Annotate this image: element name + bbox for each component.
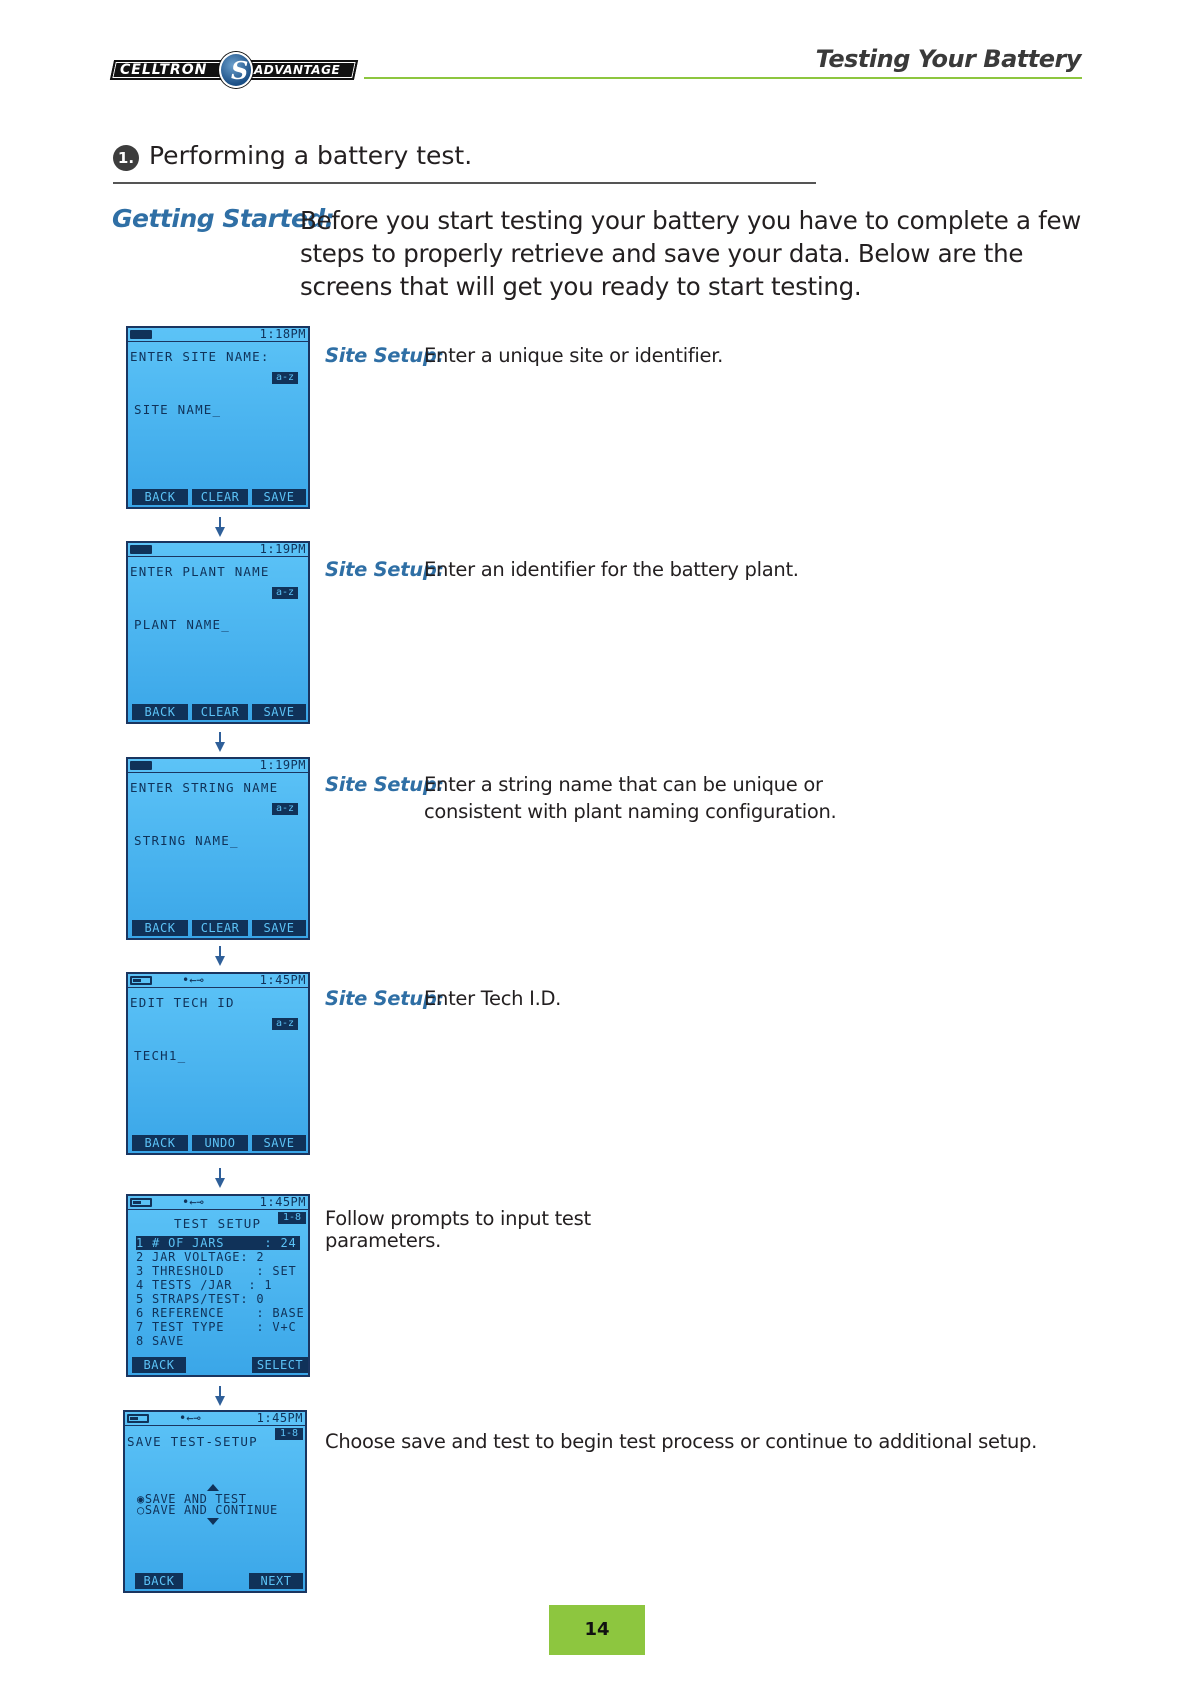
- input-mode-badge: 1-8: [278, 1212, 306, 1224]
- step-description: [325, 556, 799, 583]
- chapter-title: Testing Your Battery: [815, 45, 1081, 73]
- lcd-status-bar: [128, 759, 308, 773]
- lcd-time: 1:45PM: [259, 973, 306, 987]
- lcd-time: 1:45PM: [256, 1411, 303, 1425]
- lcd-screen-site-name: [126, 326, 310, 509]
- softkey-save[interactable]: SAVE: [252, 1135, 306, 1151]
- logo-mark-icon: S: [219, 52, 253, 88]
- step-label: Site Setup:: [325, 987, 444, 1010]
- section-title: Performing a battery test.: [149, 141, 473, 170]
- lcd-time: 1:18PM: [259, 327, 306, 341]
- battery-icon: [130, 1198, 152, 1207]
- step-text: Enter Tech I.D.: [424, 987, 562, 1010]
- lcd-status-bar: [125, 1412, 305, 1426]
- header-rule: [364, 77, 1082, 79]
- lcd-time: 1:45PM: [259, 1195, 306, 1209]
- scroll-down-icon[interactable]: [207, 1518, 219, 1525]
- section-number-badge: 1.: [113, 145, 139, 171]
- softkey-clear[interactable]: CLEAR: [192, 704, 248, 720]
- step-label: Site Setup:: [325, 773, 444, 796]
- lcd-title: SAVE TEST-SETUP: [127, 1434, 258, 1449]
- softkey-clear[interactable]: CLEAR: [192, 489, 248, 505]
- step-description: [325, 985, 562, 1012]
- softkey-save[interactable]: SAVE: [252, 920, 306, 936]
- softkey-back[interactable]: BACK: [132, 704, 188, 720]
- softkey-back[interactable]: BACK: [132, 920, 188, 936]
- menu-item-jar-voltage[interactable]: 2 JAR VOLTAGE: 2: [136, 1250, 265, 1264]
- softkey-back[interactable]: BACK: [135, 1573, 183, 1589]
- lcd-prompt: EDIT TECH ID: [130, 995, 235, 1010]
- lcd-entry: SITE NAME_: [134, 402, 222, 417]
- lcd-screen-tech-id: [126, 972, 310, 1155]
- softkey-back[interactable]: BACK: [132, 489, 188, 505]
- step-description: Follow prompts to input test parameters.: [325, 1207, 591, 1252]
- lcd-entry: PLANT NAME_: [134, 617, 230, 632]
- step-label: Site Setup:: [325, 558, 444, 581]
- brand-logo: [112, 52, 356, 88]
- scroll-up-icon[interactable]: [207, 1484, 219, 1491]
- softkey-select[interactable]: SELECT: [252, 1357, 308, 1373]
- step-description: [325, 342, 724, 369]
- softkey-undo[interactable]: UNDO: [192, 1135, 248, 1151]
- menu-item-tests-per-jar[interactable]: 4 TESTS /JAR : 1: [136, 1278, 273, 1292]
- option-save-and-test[interactable]: ◉SAVE AND TEST: [137, 1492, 247, 1506]
- flow-arrow-icon: [215, 1386, 225, 1406]
- softkey-bar: [128, 489, 308, 505]
- lcd-entry: STRING NAME_: [134, 833, 239, 848]
- lcd-prompt: ENTER PLANT NAME: [130, 564, 270, 579]
- getting-started-text: Before you start testing your battery you have to complete a few steps to properly retrieve and save your data. Below are the screens that will get you ready to start testing.: [300, 206, 1082, 301]
- softkey-bar: [128, 1357, 308, 1373]
- lcd-status-bar: [128, 1196, 308, 1210]
- step-text: Enter an identifier for the battery plant.: [424, 558, 799, 581]
- lcd-status-bar: [128, 328, 308, 342]
- lcd-status-bar: [128, 543, 308, 557]
- input-mode-badge: 1-8: [275, 1428, 303, 1440]
- section-rule: [113, 182, 816, 184]
- page-number: 14: [549, 1605, 645, 1655]
- option-save-and-continue[interactable]: ○SAVE AND CONTINUE: [137, 1503, 278, 1517]
- input-mode-badge: a-z: [272, 1018, 298, 1030]
- menu-item-test-type[interactable]: 7 TEST TYPE : V+C: [136, 1320, 297, 1334]
- lcd-status-bar: [128, 974, 308, 988]
- input-mode-badge: a-z: [272, 372, 298, 384]
- menu-item-jars[interactable]: 1 # OF JARS : 24: [136, 1236, 300, 1250]
- lcd-title: TEST SETUP: [174, 1216, 262, 1231]
- lcd-screen-string-name: [126, 757, 310, 940]
- battery-icon: [130, 761, 152, 770]
- usb-icon: •←⊸: [182, 1195, 204, 1209]
- battery-icon: [130, 330, 152, 339]
- menu-item-reference[interactable]: 6 REFERENCE : BASE: [136, 1306, 305, 1320]
- softkey-clear[interactable]: CLEAR: [192, 920, 248, 936]
- softkey-back[interactable]: BACK: [132, 1357, 186, 1373]
- menu-item-save[interactable]: 8 SAVE: [136, 1334, 185, 1348]
- usb-icon: •←⊸: [182, 973, 204, 987]
- menu-item-straps[interactable]: 5 STRAPS/TEST: 0: [136, 1292, 265, 1306]
- softkey-bar: [128, 1135, 308, 1151]
- lcd-screen-save-setup: [123, 1410, 307, 1593]
- step-text: Enter a unique site or identifier.: [424, 344, 724, 367]
- getting-started-label: Getting Started:: [112, 204, 335, 233]
- battery-icon: [127, 1414, 149, 1423]
- step-description: [325, 771, 837, 823]
- softkey-bar: [128, 704, 308, 720]
- lcd-screen-plant-name: [126, 541, 310, 724]
- input-mode-badge: a-z: [272, 803, 298, 815]
- lcd-time: 1:19PM: [259, 542, 306, 556]
- flow-arrow-icon: [215, 517, 225, 537]
- menu-item-threshold[interactable]: 3 THRESHOLD : SET: [136, 1264, 297, 1278]
- step-description: Choose save and test to begin test process or continue to additional setup.: [325, 1430, 1038, 1453]
- input-mode-badge: a-z: [272, 587, 298, 599]
- usb-icon: •←⊸: [179, 1411, 201, 1425]
- flow-arrow-icon: [215, 732, 225, 752]
- lcd-time: 1:19PM: [259, 758, 306, 772]
- flow-arrow-icon: [215, 1168, 225, 1188]
- lcd-screen-test-setup: [126, 1194, 310, 1377]
- softkey-bar: [128, 920, 308, 936]
- battery-icon: [130, 545, 152, 554]
- logo-text-right: ADVANTAGE: [254, 63, 341, 77]
- softkey-save[interactable]: SAVE: [252, 489, 306, 505]
- battery-icon: [130, 976, 152, 985]
- lcd-entry: TECH1_: [134, 1048, 187, 1063]
- softkey-back[interactable]: BACK: [132, 1135, 188, 1151]
- step-label: Site Setup:: [325, 344, 444, 367]
- softkey-save[interactable]: SAVE: [252, 704, 306, 720]
- softkey-next[interactable]: NEXT: [249, 1573, 303, 1589]
- lcd-prompt: ENTER SITE NAME:: [130, 349, 270, 364]
- flow-arrow-icon: [215, 946, 225, 966]
- step-text: Enter a string name that can be unique or consistent with plant naming configuration.: [424, 773, 837, 823]
- lcd-prompt: ENTER STRING NAME: [130, 780, 279, 795]
- softkey-bar: [125, 1573, 305, 1589]
- logo-text-left: CELLTRON: [120, 62, 208, 78]
